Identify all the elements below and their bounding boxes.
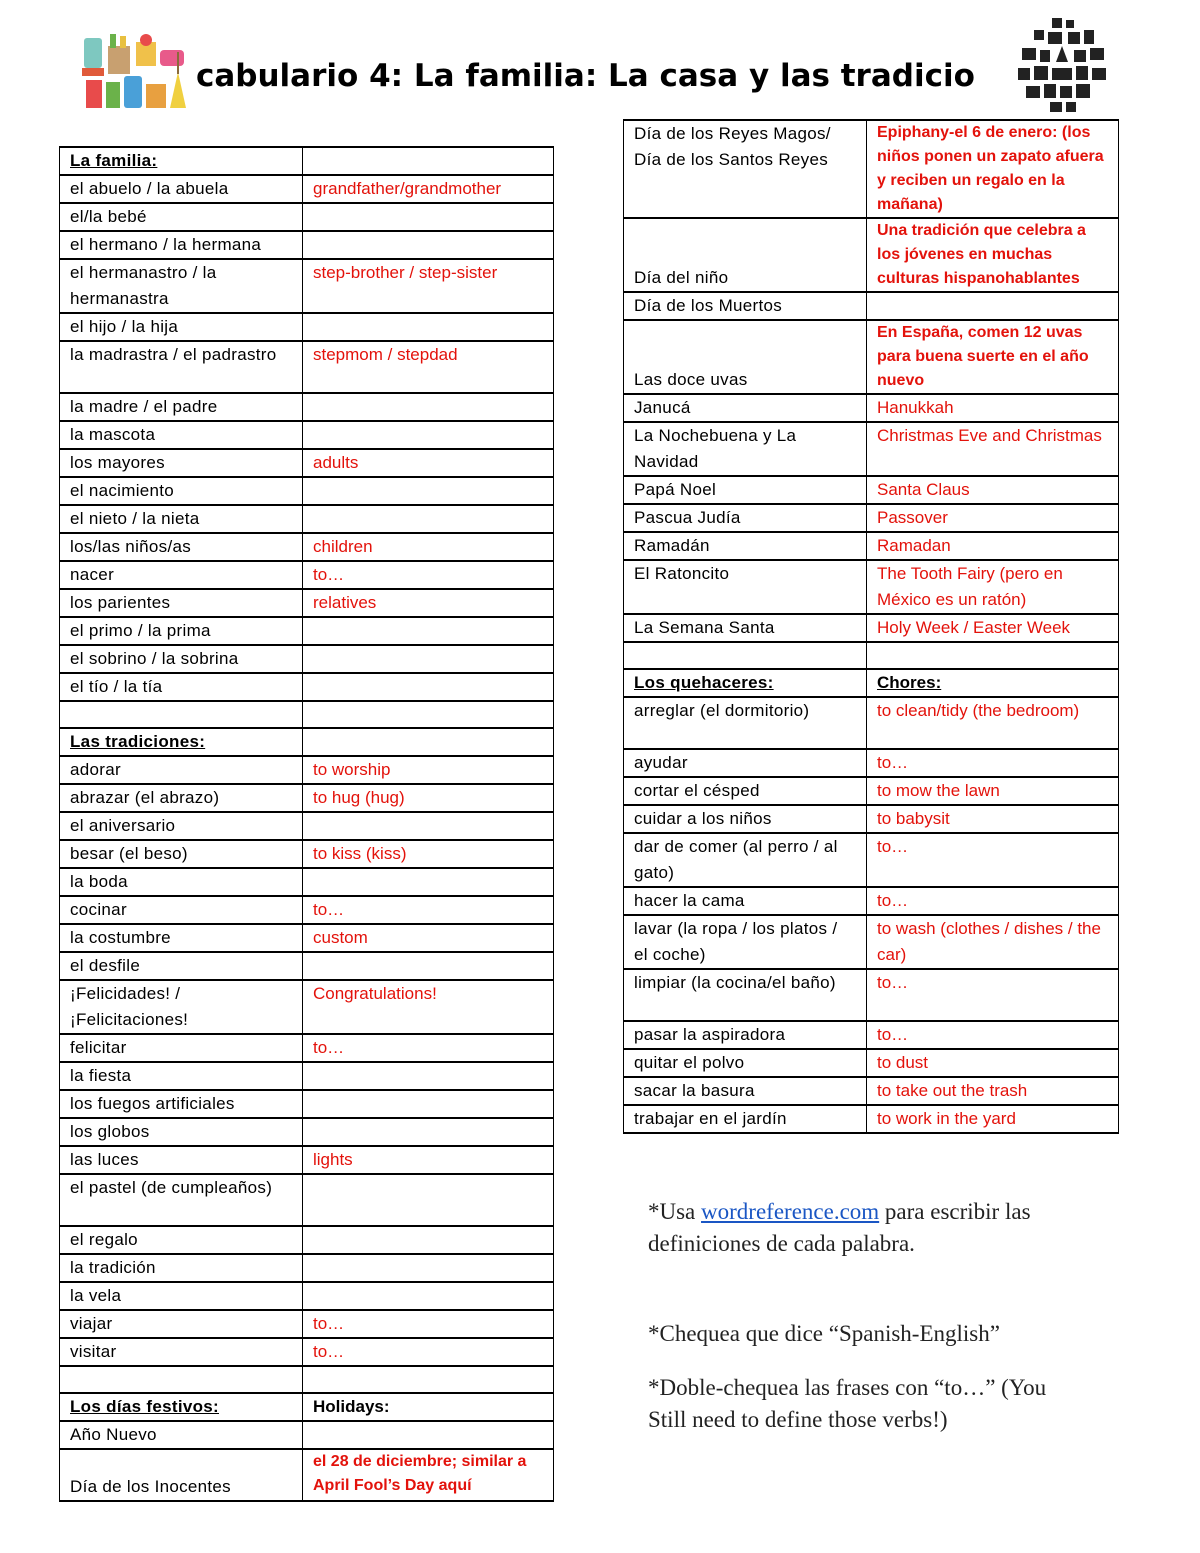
- spanish-term: Los días festivos:: [60, 1393, 303, 1421]
- table-row: [624, 642, 1119, 669]
- spanish-term: el abuelo / la abuela: [60, 175, 303, 203]
- table-row: [60, 1034, 554, 1062]
- english-definition: Epiphany-el 6 de enero: (los niños ponen un zapato afuera y reciben un regalo en la mañana): [867, 120, 1119, 218]
- spanish-term: los mayores: [60, 449, 303, 477]
- spanish-term: cortar el césped: [624, 777, 867, 805]
- spanish-term: quitar el polvo: [624, 1049, 867, 1077]
- english-definition: to…: [867, 833, 1119, 887]
- table-row: [624, 120, 1119, 218]
- english-definition: [303, 477, 554, 505]
- english-definition: el 28 de diciembre; similar a April Fool’s Day aquí: [303, 1449, 554, 1501]
- english-definition: [303, 617, 554, 645]
- spanish-term: la fiesta: [60, 1062, 303, 1090]
- spanish-term: cocinar: [60, 896, 303, 924]
- english-definition: step-brother / step-sister: [303, 259, 554, 313]
- english-definition: to work in the yard: [867, 1105, 1119, 1133]
- table-row: [624, 1021, 1119, 1049]
- table-row: [60, 1062, 554, 1090]
- note-text: *Doble-chequea las frases con “to…” (You: [648, 1375, 1047, 1400]
- english-definition: [303, 1421, 554, 1449]
- english-definition: [303, 701, 554, 728]
- table-row: [60, 175, 554, 203]
- english-definition: to mow the lawn: [867, 777, 1119, 805]
- english-definition: children: [303, 533, 554, 561]
- spanish-term: la tradición: [60, 1254, 303, 1282]
- table-row: [60, 1338, 554, 1366]
- spanish-term: el nieto / la nieta: [60, 505, 303, 533]
- spanish-term: nacer: [60, 561, 303, 589]
- english-definition: [303, 952, 554, 980]
- english-definition: to…: [303, 561, 554, 589]
- table-row: [60, 393, 554, 421]
- section-header-row: [624, 669, 1119, 697]
- spanish-term: sacar la basura: [624, 1077, 867, 1105]
- table-row: [60, 203, 554, 231]
- table-row: [60, 259, 554, 313]
- table-row: [624, 1105, 1119, 1133]
- note-double-check: [648, 1372, 1046, 1436]
- table-row: [624, 320, 1119, 394]
- spanish-term: el nacimiento: [60, 477, 303, 505]
- table-row: [60, 701, 554, 728]
- english-definition: to clean/tidy (the bedroom): [867, 697, 1119, 749]
- english-definition: adults: [303, 449, 554, 477]
- spanish-term: Día de los Muertos: [624, 292, 867, 320]
- table-row: [60, 313, 554, 341]
- spanish-term: cuidar a los niños: [624, 805, 867, 833]
- english-definition: to babysit: [867, 805, 1119, 833]
- english-definition: Holidays:: [303, 1393, 554, 1421]
- note-check: *Chequea que dice “Spanish-English”: [648, 1321, 1000, 1346]
- spanish-term: el sobrino / la sobrina: [60, 645, 303, 673]
- spanish-term: el aniversario: [60, 812, 303, 840]
- spanish-term: lavar (la ropa / los platos / el coche): [624, 915, 867, 969]
- table-row: [60, 1449, 554, 1501]
- spanish-term: besar (el beso): [60, 840, 303, 868]
- table-row: [624, 969, 1119, 1021]
- note-text: Still need to define those verbs!): [648, 1407, 948, 1432]
- spanish-term: trabajar en el jardín: [624, 1105, 867, 1133]
- spanish-term: abrazar (el abrazo): [60, 784, 303, 812]
- spanish-term: Día de los Inocentes: [60, 1449, 303, 1501]
- english-definition: to take out the trash: [867, 1077, 1119, 1105]
- english-definition: [303, 728, 554, 756]
- table-row: [624, 1077, 1119, 1105]
- note-wordreference: [648, 1196, 1031, 1260]
- table-row: [60, 896, 554, 924]
- english-definition: [303, 231, 554, 259]
- english-definition: to…: [303, 896, 554, 924]
- spanish-term: la madre / el padre: [60, 393, 303, 421]
- spanish-term: viajar: [60, 1310, 303, 1338]
- table-row: [624, 833, 1119, 887]
- table-row: [624, 887, 1119, 915]
- spanish-term: los parientes: [60, 589, 303, 617]
- spanish-term: La Semana Santa: [624, 614, 867, 642]
- english-definition: Holy Week / Easter Week: [867, 614, 1119, 642]
- english-definition: [867, 642, 1119, 669]
- spanish-term: los fuegos artificiales: [60, 1090, 303, 1118]
- table-row: [60, 1310, 554, 1338]
- table-row: [60, 1421, 554, 1449]
- table-row: [624, 292, 1119, 320]
- english-definition: [303, 1282, 554, 1310]
- table-row: [624, 218, 1119, 292]
- spanish-term: los globos: [60, 1118, 303, 1146]
- table-row: [60, 924, 554, 952]
- table-row: [60, 231, 554, 259]
- spanish-term: Día del niño: [624, 218, 867, 292]
- english-definition: to wash (clothes / dishes / the car): [867, 915, 1119, 969]
- english-definition: Congratulations!: [303, 980, 554, 1034]
- spanish-term: el tío / la tía: [60, 673, 303, 701]
- spanish-term: adorar: [60, 756, 303, 784]
- english-definition: [303, 313, 554, 341]
- house-icons-clipart-icon: [1012, 14, 1112, 114]
- table-row: [624, 749, 1119, 777]
- english-definition: Santa Claus: [867, 476, 1119, 504]
- table-row: [60, 784, 554, 812]
- table-row: [60, 673, 554, 701]
- vocab-table-left: [59, 146, 554, 1502]
- spanish-term: la madrastra / el padrastro: [60, 341, 303, 393]
- english-definition: Passover: [867, 504, 1119, 532]
- spanish-term: Janucá: [624, 394, 867, 422]
- section-header-row: [60, 728, 554, 756]
- english-definition: to hug (hug): [303, 784, 554, 812]
- table-row: [60, 421, 554, 449]
- table-row: [60, 868, 554, 896]
- note-text: definiciones de cada palabra.: [648, 1231, 915, 1256]
- english-definition: to…: [303, 1310, 554, 1338]
- english-definition: relatives: [303, 589, 554, 617]
- english-definition: [303, 868, 554, 896]
- spanish-term: limpiar (la cocina/el baño): [624, 969, 867, 1021]
- table-row: [624, 476, 1119, 504]
- spanish-term: la vela: [60, 1282, 303, 1310]
- table-row: [60, 477, 554, 505]
- english-definition: stepmom / stepdad: [303, 341, 554, 393]
- spanish-term: la costumbre: [60, 924, 303, 952]
- table-row: [624, 697, 1119, 749]
- table-row: [60, 589, 554, 617]
- section-header-row: [60, 1393, 554, 1421]
- english-definition: to…: [303, 1338, 554, 1366]
- english-definition: [303, 421, 554, 449]
- english-definition: Chores:: [867, 669, 1119, 697]
- table-row: [60, 952, 554, 980]
- table-row: [60, 1226, 554, 1254]
- table-row: [60, 561, 554, 589]
- table-row: [60, 1118, 554, 1146]
- table-row: [60, 1174, 554, 1226]
- spanish-term: pasar la aspiradora: [624, 1021, 867, 1049]
- table-row: [60, 449, 554, 477]
- english-definition: lights: [303, 1146, 554, 1174]
- spanish-term: los/las niños/as: [60, 533, 303, 561]
- table-row: [624, 504, 1119, 532]
- table-row: [60, 1366, 554, 1393]
- table-row: [60, 840, 554, 868]
- page-title: cabulario 4: La familia: La casa y las tradicio: [196, 58, 975, 94]
- english-definition: [303, 1174, 554, 1226]
- spanish-term: el hermano / la hermana: [60, 231, 303, 259]
- spanish-term: ¡Felicidades! / ¡Felicitaciones!: [60, 980, 303, 1034]
- english-definition: to…: [867, 749, 1119, 777]
- spanish-term: el primo / la prima: [60, 617, 303, 645]
- spanish-term: el desfile: [60, 952, 303, 980]
- english-definition: [303, 147, 554, 175]
- wordreference-link[interactable]: wordreference.com: [701, 1199, 880, 1224]
- table-row: [60, 1282, 554, 1310]
- spanish-term: Papá Noel: [624, 476, 867, 504]
- spanish-term: felicitar: [60, 1034, 303, 1062]
- table-row: [624, 614, 1119, 642]
- table-row: [624, 915, 1119, 969]
- english-definition: to worship: [303, 756, 554, 784]
- english-definition: grandfather/grandmother: [303, 175, 554, 203]
- spanish-term: las luces: [60, 1146, 303, 1174]
- table-row: [60, 812, 554, 840]
- table-row: [60, 533, 554, 561]
- english-definition: to dust: [867, 1049, 1119, 1077]
- spanish-term: Los quehaceres:: [624, 669, 867, 697]
- spanish-term: Pascua Judía: [624, 504, 867, 532]
- english-definition: [303, 1118, 554, 1146]
- spanish-term: Las doce uvas: [624, 320, 867, 394]
- table-row: [60, 341, 554, 393]
- spanish-term: arreglar (el dormitorio): [624, 697, 867, 749]
- english-definition: Christmas Eve and Christmas: [867, 422, 1119, 476]
- english-definition: The Tooth Fairy (pero en México es un ratón): [867, 560, 1119, 614]
- table-row: [624, 805, 1119, 833]
- note-text: *Usa: [648, 1199, 702, 1224]
- english-definition: [303, 645, 554, 673]
- english-definition: [303, 393, 554, 421]
- table-row: [60, 1254, 554, 1282]
- spanish-term: [624, 642, 867, 669]
- spanish-term: el pastel (de cumpleaños): [60, 1174, 303, 1226]
- table-row: [60, 505, 554, 533]
- spanish-term: el regalo: [60, 1226, 303, 1254]
- table-row: [60, 980, 554, 1034]
- vocab-table-right: [623, 119, 1119, 1134]
- english-definition: [303, 1090, 554, 1118]
- spanish-term: Año Nuevo: [60, 1421, 303, 1449]
- table-row: [624, 560, 1119, 614]
- english-definition: [867, 292, 1119, 320]
- table-row: [624, 777, 1119, 805]
- note-text: para escribir las: [879, 1199, 1031, 1224]
- english-definition: Ramadan: [867, 532, 1119, 560]
- spanish-term: El Ratoncito: [624, 560, 867, 614]
- english-definition: [303, 1226, 554, 1254]
- english-definition: to…: [867, 969, 1119, 1021]
- english-definition: [303, 203, 554, 231]
- spanish-term: [60, 1366, 303, 1393]
- english-definition: [303, 505, 554, 533]
- table-row: [624, 394, 1119, 422]
- english-definition: [303, 673, 554, 701]
- english-definition: En España, comen 12 uvas para buena suerte en el año nuevo: [867, 320, 1119, 394]
- english-definition: [303, 1062, 554, 1090]
- spanish-term: el/la bebé: [60, 203, 303, 231]
- spanish-term: ayudar: [624, 749, 867, 777]
- section-header-row: [60, 147, 554, 175]
- english-definition: Hanukkah: [867, 394, 1119, 422]
- spanish-term: el hijo / la hija: [60, 313, 303, 341]
- table-row: [60, 1146, 554, 1174]
- english-definition: [303, 1366, 554, 1393]
- spanish-term: el hermanastro / la hermanastra: [60, 259, 303, 313]
- spanish-term: [60, 701, 303, 728]
- table-row: [624, 532, 1119, 560]
- spanish-term: Día de los Reyes Magos/ Día de los Santos Reyes: [624, 120, 867, 218]
- table-row: [60, 1090, 554, 1118]
- spanish-term: Ramadán: [624, 532, 867, 560]
- english-definition: [303, 1254, 554, 1282]
- english-definition: to…: [867, 1021, 1119, 1049]
- spanish-term: Las tradiciones:: [60, 728, 303, 756]
- household-clipart-icon: [80, 32, 190, 114]
- spanish-term: dar de comer (al perro / al gato): [624, 833, 867, 887]
- spanish-term: hacer la cama: [624, 887, 867, 915]
- table-row: [60, 756, 554, 784]
- table-row: [60, 617, 554, 645]
- english-definition: to kiss (kiss): [303, 840, 554, 868]
- english-definition: [303, 812, 554, 840]
- spanish-term: la mascota: [60, 421, 303, 449]
- english-definition: custom: [303, 924, 554, 952]
- table-row: [624, 422, 1119, 476]
- english-definition: to…: [867, 887, 1119, 915]
- spanish-term: la boda: [60, 868, 303, 896]
- spanish-term: La familia:: [60, 147, 303, 175]
- english-definition: to…: [303, 1034, 554, 1062]
- english-definition: Una tradición que celebra a los jóvenes en muchas culturas hispanohablantes: [867, 218, 1119, 292]
- spanish-term: La Nochebuena y La Navidad: [624, 422, 867, 476]
- spanish-term: visitar: [60, 1338, 303, 1366]
- table-row: [624, 1049, 1119, 1077]
- table-row: [60, 645, 554, 673]
